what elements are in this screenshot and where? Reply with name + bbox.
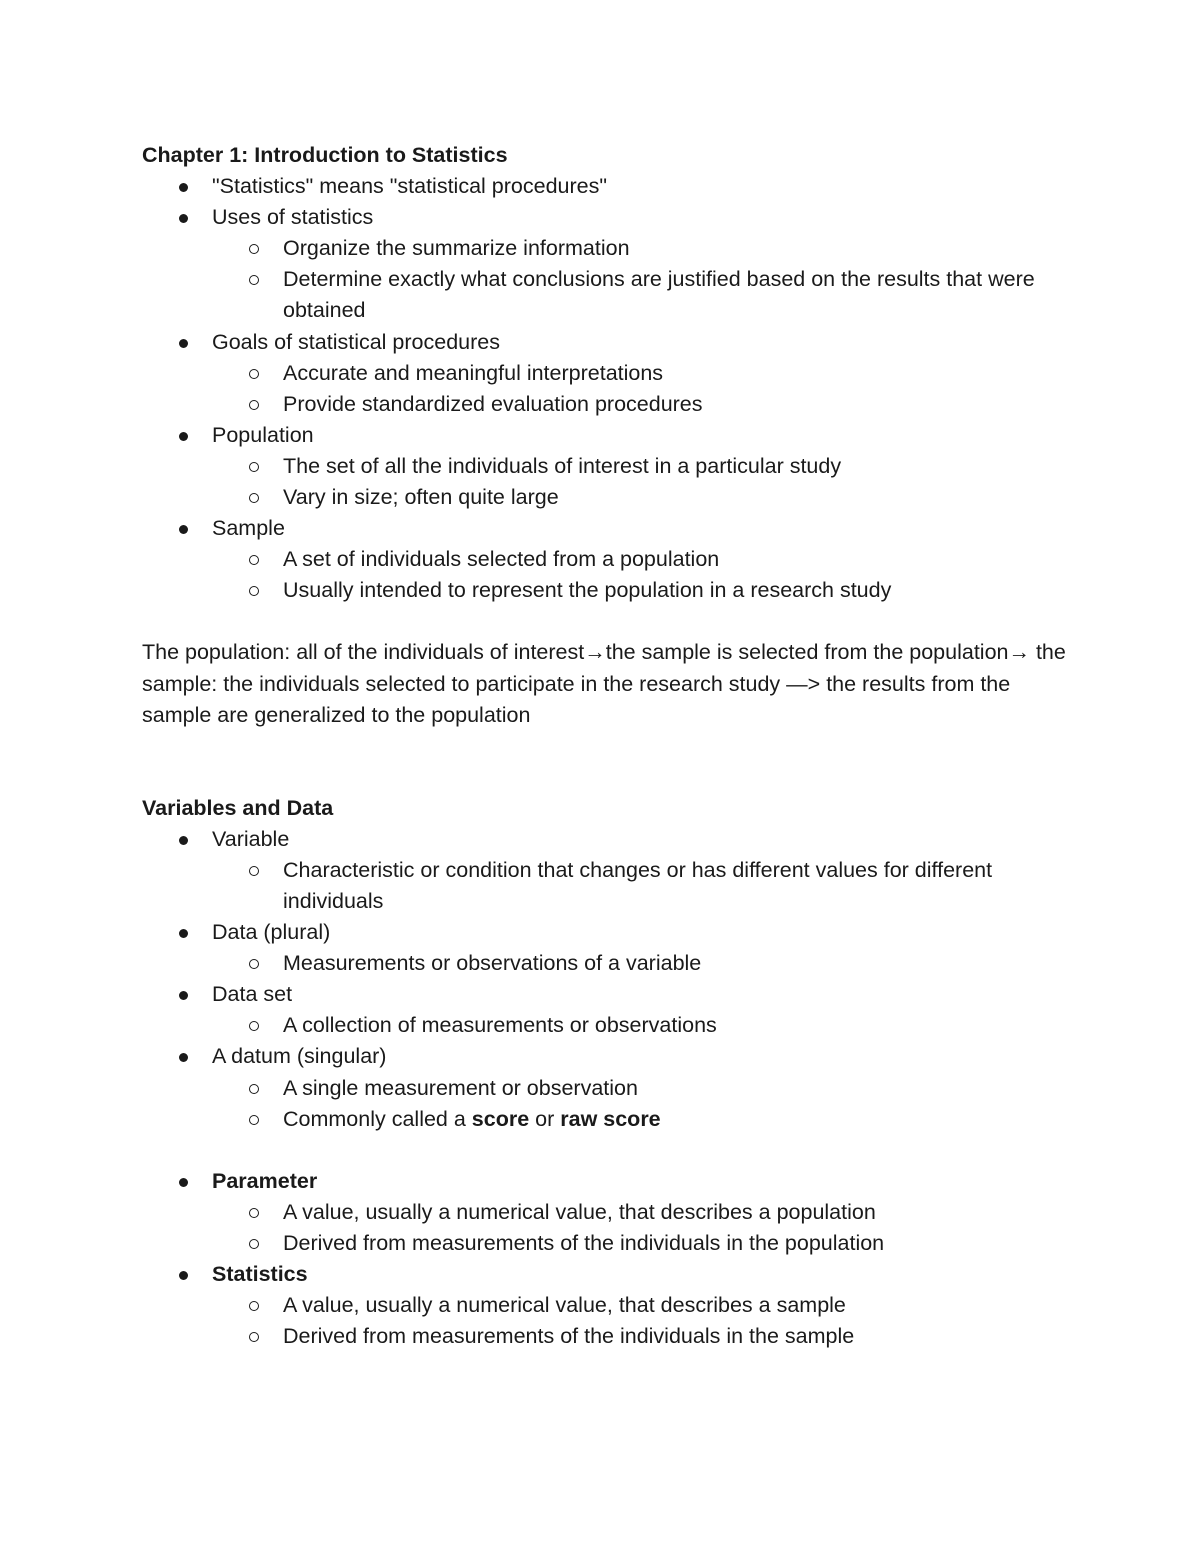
list-item bbox=[142, 1259, 1082, 1290]
sub-list-item bbox=[142, 1073, 1082, 1104]
sub-list-item bbox=[142, 948, 1082, 979]
sub-list-item-text: A value, usually a numerical value, that describes a sample bbox=[283, 1293, 846, 1318]
document-page bbox=[142, 140, 1082, 1352]
spacer bbox=[142, 1135, 1082, 1166]
sub-list-item-text: Derived from measurements of the individuals in the population bbox=[283, 1230, 885, 1255]
sub-list-item bbox=[142, 482, 1082, 513]
text-run: or bbox=[529, 1106, 561, 1131]
list-item-text: Goals of statistical procedures bbox=[212, 329, 500, 354]
list-item-text: Parameter bbox=[212, 1168, 318, 1193]
bold-term-score: score bbox=[471, 1106, 530, 1131]
sub-list-item-text: Provide standardized evaluation procedures bbox=[283, 391, 703, 416]
spacer bbox=[142, 606, 1082, 637]
list-item-text: Population bbox=[212, 422, 314, 447]
paragraph: The population: all of the individuals of interest→the sample is selected from the population→ the sample: the individuals selected to participate in the research study —> the results from the sample are generalized to the population bbox=[142, 640, 1066, 727]
list-item-text: Data set bbox=[212, 982, 293, 1007]
sub-list-item bbox=[142, 544, 1082, 575]
sub-list-item-text: A set of individuals selected from a population bbox=[283, 547, 720, 572]
sub-list-item-text: A value, usually a numerical value, that describes a population bbox=[283, 1199, 876, 1224]
list-item-text: Uses of statistics bbox=[212, 205, 374, 230]
sub-list-item bbox=[142, 389, 1082, 420]
sub-list-item bbox=[142, 264, 1082, 326]
sub-list-item bbox=[142, 855, 1082, 917]
sub-list-item-text: The set of all the individuals of interest in a particular study bbox=[283, 453, 842, 478]
list-item-text: Statistics bbox=[212, 1262, 308, 1286]
list-item bbox=[142, 979, 1082, 1010]
list-item-text: "Statistics" means "statistical procedures" bbox=[212, 174, 607, 199]
list-item bbox=[142, 171, 1082, 202]
sub-list-item-text: Vary in size; often quite large bbox=[283, 485, 559, 510]
list-item-text: A datum (singular) bbox=[212, 1044, 387, 1069]
list-item-text: Sample bbox=[212, 516, 285, 541]
sub-list-item-text: Derived from measurements of the individuals in the sample bbox=[283, 1324, 855, 1349]
sub-list-item bbox=[142, 1104, 1082, 1135]
sub-list-item bbox=[142, 233, 1082, 264]
sub-list-item bbox=[142, 1321, 1082, 1352]
list-item bbox=[142, 420, 1082, 451]
sub-list-item-text: A single measurement or observation bbox=[283, 1075, 638, 1100]
sub-list-item bbox=[142, 575, 1082, 606]
spacer bbox=[142, 731, 1082, 793]
sub-list-item-text: Organize the summarize information bbox=[283, 236, 630, 261]
sub-list-item bbox=[142, 358, 1082, 389]
sub-list-item-text: Determine exactly what conclusions are justified based on the results that were obtained bbox=[283, 267, 1035, 323]
sub-list-item bbox=[142, 1197, 1082, 1228]
sub-list-item bbox=[142, 1010, 1082, 1041]
list-item bbox=[142, 1041, 1082, 1072]
text-run: Commonly called a bbox=[283, 1106, 472, 1131]
sub-list-item bbox=[142, 451, 1082, 482]
sub-list-item-text: Usually intended to represent the population in a research study bbox=[283, 578, 892, 603]
list-item bbox=[142, 824, 1082, 855]
sub-list-item-text: Characteristic or condition that changes or has different values for different individuals bbox=[283, 857, 993, 913]
sub-list-item bbox=[142, 1290, 1082, 1321]
section-title: Variables and Data bbox=[142, 795, 334, 820]
bold-term-raw-score: raw score bbox=[560, 1106, 661, 1131]
chapter-title: Chapter 1: Introduction to Statistics bbox=[142, 143, 508, 167]
list-item-text: Data (plural) bbox=[212, 920, 331, 945]
list-item bbox=[142, 202, 1082, 233]
sub-list-item-text: Measurements or observations of a variable bbox=[283, 951, 702, 976]
list-item bbox=[142, 513, 1082, 544]
sub-list-item-text bbox=[283, 1107, 661, 1131]
sub-list-item-text: A collection of measurements or observations bbox=[283, 1013, 717, 1038]
list-item bbox=[142, 1166, 1082, 1197]
sub-list-item-text: Accurate and meaningful interpretations bbox=[283, 360, 664, 385]
sub-list-item bbox=[142, 1228, 1082, 1259]
list-item bbox=[142, 917, 1082, 948]
list-item bbox=[142, 327, 1082, 358]
list-item-text: Variable bbox=[212, 826, 290, 851]
